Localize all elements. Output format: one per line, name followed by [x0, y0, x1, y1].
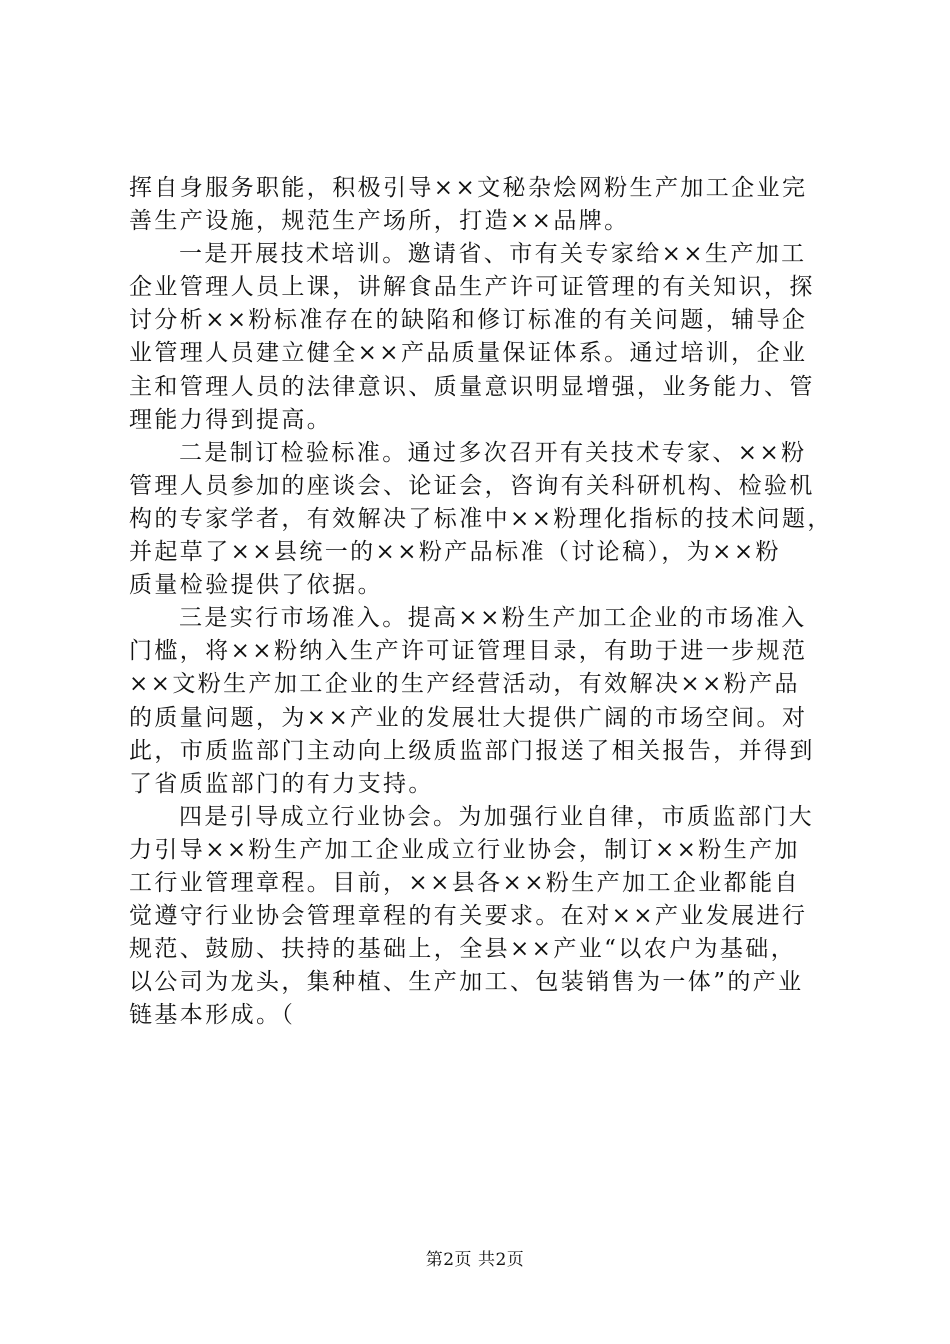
- text-line: 链基本形成。（: [129, 1002, 296, 1029]
- paragraph: [129, 801, 839, 1033]
- text-line: 业管理人员建立健全××产品质量保证体系。通过培训，企业: [129, 340, 808, 367]
- text-line: 一是开展技术培训。邀请省、市有关专家给××生产加工: [179, 241, 807, 268]
- text-line: 构的专家学者，有效解决了标准中××粉理化指标的技术问题，: [129, 505, 833, 532]
- text-line: 二是制订检验标准。通过多次召开有关技术专家、××粉: [179, 439, 807, 466]
- text-line: 了省质监部门的有力支持。: [129, 770, 434, 797]
- text-line: 管理人员参加的座谈会、论证会，咨询有关科研机构、检验机: [129, 472, 815, 499]
- text-line: 理能力得到提高。: [129, 406, 333, 433]
- paragraph: [129, 172, 839, 238]
- text-line: 的质量问题，为××产业的发展壮大提供广阔的市场空间。对: [129, 704, 808, 731]
- text-line: 工行业管理章程。目前，××县各××粉生产加工企业都能自: [129, 869, 800, 896]
- text-line: ××文粉生产加工企业的生产经营活动，有效解决××粉产品: [129, 671, 800, 698]
- text-line: 主和管理人员的法律意识、质量意识明显增强，业务能力、管: [129, 373, 815, 400]
- paragraph: [129, 437, 839, 602]
- paragraph: [129, 602, 839, 801]
- text-line: 质量检验提供了依据。: [129, 572, 383, 599]
- text-line: 门槛，将××粉纳入生产许可证管理目录，有助于进一步规范: [129, 638, 808, 665]
- text-line: 规范、鼓励、扶持的基础上，全县××产业“以农户为基础，: [129, 936, 797, 963]
- paragraph: [129, 238, 839, 437]
- text-line: 企业管理人员上课，讲解食品生产许可证管理的有关知识，探: [129, 274, 815, 301]
- text-line: 挥自身服务职能，积极引导××文秘杂烩网粉生产加工企业完: [129, 175, 808, 201]
- text-line: 以公司为龙头，集种植、生产加工、包装销售为一体”的产业: [129, 969, 804, 996]
- text-line: 觉遵守行业协会管理章程的有关要求。在对××产业发展进行: [129, 903, 808, 930]
- text-line: 此，市质监部门主动向上级质监部门报送了相关报告，并得到: [129, 737, 815, 764]
- page-footer: 第2页 共2页: [425, 1250, 525, 1270]
- text-line: 四是引导成立行业协会。为加强行业自律，市质监部门大: [179, 803, 814, 830]
- text-line: 并起草了××县统一的××粉产品标准（讨论稿），为××粉: [129, 539, 781, 566]
- text-line: 善生产设施，规范生产场所，打造××品牌。: [129, 208, 630, 235]
- text-line: 力引导××粉生产加工企业成立行业协会，制订××粉生产加: [129, 836, 800, 863]
- document-body: [129, 172, 839, 1032]
- text-line: 三是实行市场准入。提高××粉生产加工企业的市场准入: [179, 605, 807, 632]
- text-line: 讨分析××粉标准存在的缺陷和修订标准的有关问题，辅导企: [129, 307, 808, 334]
